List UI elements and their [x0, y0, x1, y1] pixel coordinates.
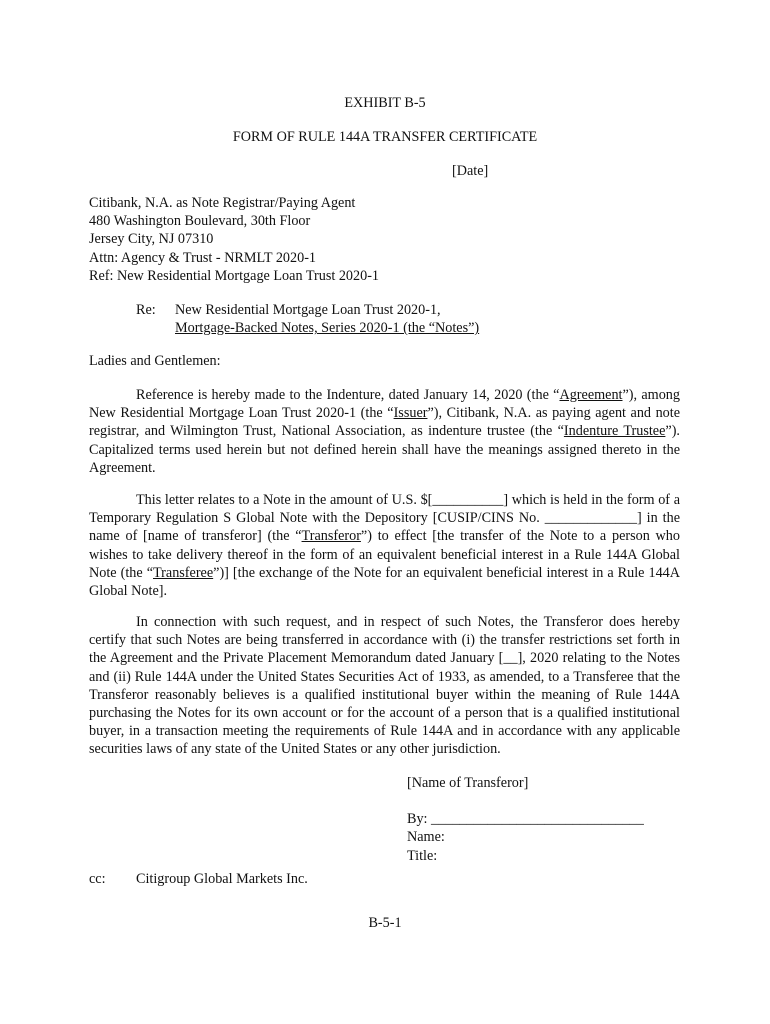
para1-text: ”). Capitalized terms used herein but not defined herein shall have the meanings assigned thereto in the Agreement. — [89, 423, 680, 476]
document-title: FORM OF RULE 144A TRANSFER CERTIFICATE — [232, 129, 538, 145]
paragraph-certification: In connection with such request, and in respect of such Notes, the Transferor does hereby certify that such Notes are being transferred in accordance with (i) the transfer restrictions set forth in the Agreement and the Private Placement Memorandum dated January [__], 2020 relating to the Notes and (ii) Rule 144A under the United States Securities Act of 1933, as amended, to a Transferee that the Transferor reasonably believes is a qualified institutional buyer within the meaning of Rule 144A purchasing the Notes for its own account or for the account of a person that is a qualified institutional buyer, in a transaction meeting the requirements of Rule 144A and in accordance with any applicable securities laws of any state of the United States or any other jurisdiction. — [89, 614, 680, 758]
address-line: Citibank, N.A. as Note Registrar/Paying Agent — [89, 195, 356, 211]
transferor-name-placeholder: [Name of Transferor] — [407, 775, 529, 791]
signature-title-line: Title: — [407, 847, 438, 864]
para2-text: ”) to effect [the transfer of the Note to a person who wishes to take delivery thereof in the form of an equivalent beneficial interest in a Rule 144A Global Note (the “ — [89, 528, 680, 581]
defined-term-issuer: Issuer — [393, 405, 428, 422]
address-line: Attn: Agency & Trust - NRMLT 2020-1 — [89, 249, 317, 266]
para1-text: Reference is hereby made to the Indenture, dated January 14, 2020 (the “ — [136, 387, 560, 403]
re-subject — [175, 301, 479, 337]
signature-by-line: By: ______________________________ — [407, 811, 644, 828]
para2-text: This letter relates to a Note in the amount of U.S. $[__________] which is held in the form of a Temporary Regulation S Global Note with the Depository [CUSIP/CINS No. _____________] in the name of [name of transferor] (the “ — [89, 492, 680, 545]
re-line-2: Mortgage-Backed Notes, Series 2020-1 (the “Notes”) — [175, 320, 480, 337]
re-line-1: New Residential Mortgage Loan Trust 2020-1, — [175, 302, 441, 318]
re-label: Re: — [136, 302, 156, 318]
cc-recipient: Citigroup Global Markets Inc. — [136, 871, 308, 887]
signature-name-line: Name: — [407, 829, 445, 846]
address-line: Jersey City, NJ 07310 — [89, 231, 214, 248]
date-placeholder: [Date] — [452, 163, 489, 179]
signature-block — [407, 774, 644, 865]
defined-term-indenture-trustee: Indenture Trustee — [563, 423, 666, 440]
exhibit-heading: EXHIBIT B-5 — [344, 95, 426, 111]
page-number: B-5-1 — [368, 915, 402, 931]
para2-text: ”)] [the exchange of the Note for an equivalent beneficial interest in a Rule 144A Global Note]. — [89, 564, 680, 600]
address-line: Ref: New Residential Mortgage Loan Trust 2020-1 — [89, 267, 380, 284]
cc-label: cc: — [89, 871, 106, 887]
defined-term-transferor: Transferor — [301, 528, 361, 545]
address-line: 480 Washington Boulevard, 30th Floor — [89, 213, 311, 230]
salutation: Ladies and Gentlemen: — [89, 353, 221, 369]
defined-term-transferee: Transferee — [153, 564, 214, 581]
para1-text: ”), Citibank, N.A. as paying agent and note registrar, and Wilmington Trust, National Association, as indenture trustee (the “ — [89, 405, 681, 440]
paragraph-note-transfer — [89, 491, 680, 600]
recipient-address — [89, 194, 379, 285]
para1-text: ”), among New Residential Mortgage Loan Trust 2020-1 (the “ — [89, 387, 680, 422]
defined-term-agreement: Agreement — [559, 387, 623, 403]
paragraph-reference — [89, 386, 680, 477]
